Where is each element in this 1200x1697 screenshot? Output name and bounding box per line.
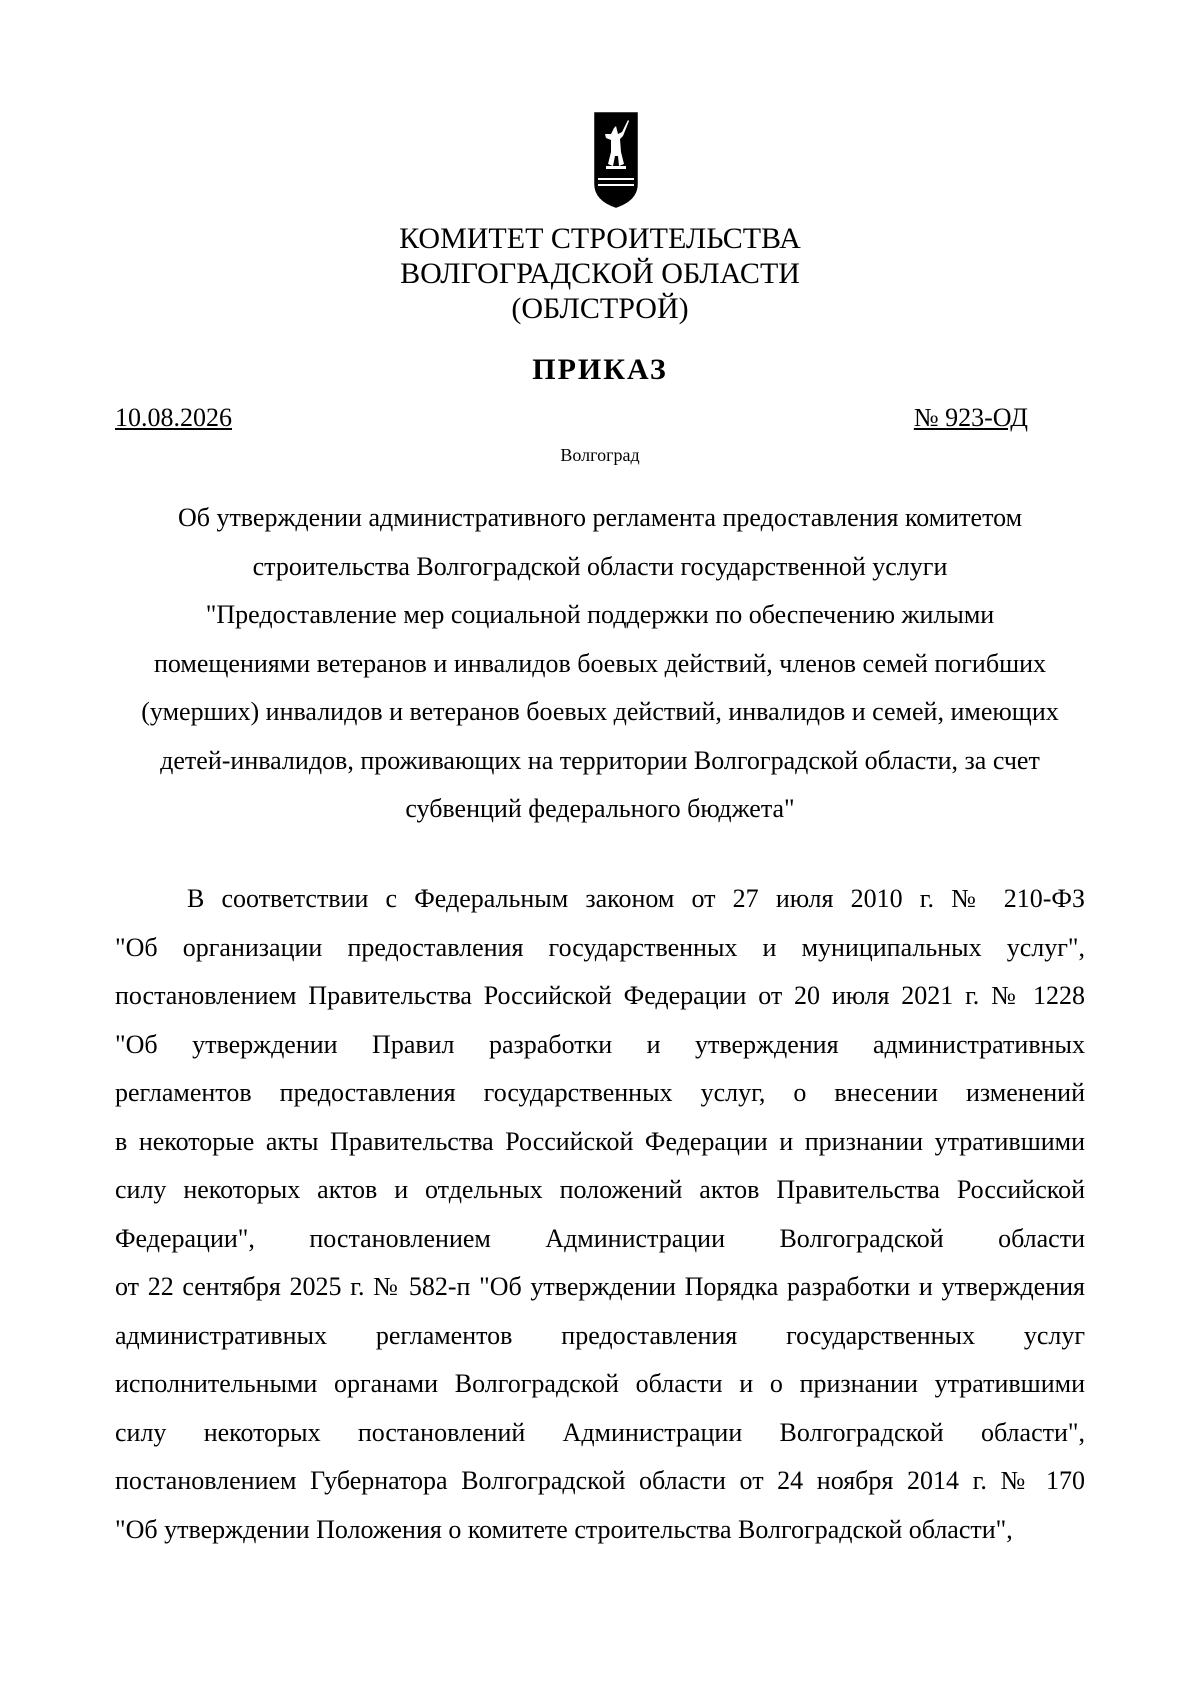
body-line: "Об утверждении Положения о комитете строительства Волгоградской области", xyxy=(115,1514,1013,1544)
body-line: постановлением Губернатора Волгоградской области от 24 ноября 2014 г. № 170 xyxy=(115,1466,1085,1495)
body-line: силу некоторых постановлений Администрации Волгоградской области", xyxy=(115,1417,1085,1447)
title-line: (умерших) инвалидов и ветеранов боевых действий, инвалидов и семей, имеющих xyxy=(141,697,1059,726)
title-line: субвенций федерального бюджета" xyxy=(405,794,795,823)
body-line: "Об утверждении Правил разработки и утверждения административных xyxy=(115,1029,1085,1059)
body-line: "Об организации предоставления государственных и муниципальных услуг", xyxy=(115,932,1085,962)
body-line: регламентов предоставления государственных услуг, о внесении изменений xyxy=(115,1078,1085,1107)
title-line: "Предоставление мер социальной поддержки по обеспечению жилыми xyxy=(205,600,995,629)
org-name-line1: КОМИТЕТ СТРОИТЕЛЬСТВА xyxy=(399,222,801,255)
body-line: Федерации", постановлением Администрации Волгоградской области xyxy=(115,1223,1085,1253)
body-line: от 22 сентября 2025 г. № 582-п "Об утверждении Порядка разработки и утверждения xyxy=(115,1272,1085,1301)
body-line: административных регламентов предоставления государственных услуг xyxy=(115,1320,1085,1350)
body-line: силу некоторых актов и отдельных положений актов Правительства Российской xyxy=(115,1175,1085,1204)
document-date: 10.08.2026 xyxy=(115,403,232,432)
body-line: в некоторые акты Правительства Российской Федерации и признании утратившими xyxy=(115,1126,1085,1156)
body-line: постановлением Правительства Российской Федерации от 20 июля 2021 г. № 1228 xyxy=(115,981,1085,1010)
title-line: детей-инвалидов, проживающих на территории Волгоградской области, за счет xyxy=(160,745,1040,775)
document-city: Волгоград xyxy=(560,445,640,465)
document-number: № 923-ОД xyxy=(913,403,1028,432)
title-line: строительства Волгоградской области государственной услуги xyxy=(252,551,948,581)
org-name-line2: ВОЛГОГРАДСКОЙ ОБЛАСТИ xyxy=(400,257,800,290)
document-title xyxy=(140,494,1060,834)
document-body xyxy=(115,875,1085,1554)
title-line: Об утверждении административного регламента предоставления комитетом xyxy=(177,503,1023,532)
org-name-line3: (ОБЛСТРОЙ) xyxy=(511,292,689,325)
document-type: ПРИКАЗ xyxy=(532,353,668,386)
body-line: В соответствии с Федеральным законом от 27 июля 2010 г. № 210-ФЗ xyxy=(187,884,1085,913)
title-line: помещениями ветеранов и инвалидов боевых действий, членов семей погибших xyxy=(153,648,1047,678)
coat-of-arms-icon xyxy=(594,112,638,208)
body-line: исполнительными органами Волгоградской области и о признании утратившими xyxy=(115,1369,1085,1398)
